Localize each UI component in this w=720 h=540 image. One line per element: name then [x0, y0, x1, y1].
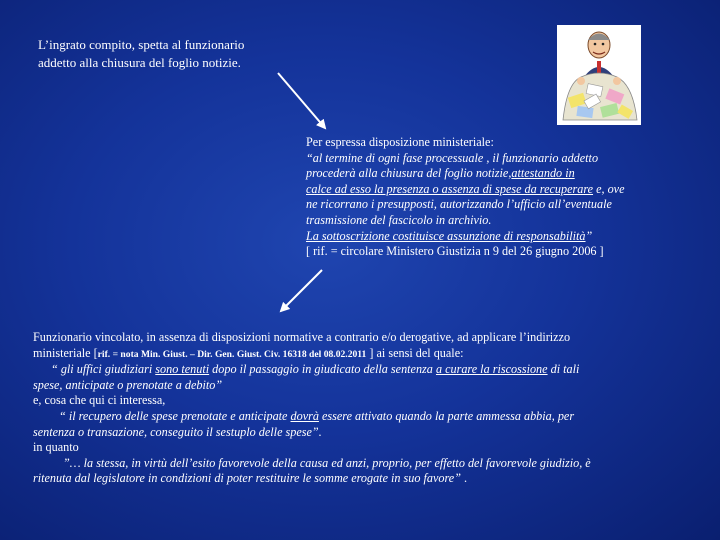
bottom-line-4: spese, anticipate o prenotate a debito” — [33, 377, 223, 392]
quote-line-3: calce ad esso la presenza o assenza di spese da recuperare e, ove — [306, 181, 625, 196]
quote-line-2: procederà alla chiusura del foglio notizie,attestando in — [306, 166, 575, 181]
ministerial-disposition — [306, 135, 696, 260]
quote-line-4: ne ricorrano i presupposti, autorizzando l’ufficio all’eventuale — [306, 197, 612, 212]
note-reference: rif. = nota Min. Giust. – Dir. Gen. Giust. Civ. 16318 del 08.02.2011 — [97, 348, 367, 360]
quote-underlined-responsibility: La sottoscrizione costituisce assunzione di responsabilità — [306, 228, 586, 243]
bottom-line-5: e, cosa che qui ci interessa, — [33, 393, 166, 408]
bottom-line-7: sentenza o transazione, conseguito il sestuplo delle spese”. — [33, 424, 322, 439]
disposition-heading: Per espressa disposizione ministeriale: — [306, 135, 494, 149]
quote-line-1: “al termine di ogni fase processuale , il funzionario addetto — [306, 150, 599, 165]
intro-line-2: addetto alla chiusura del foglio notizie. — [38, 55, 241, 70]
quote-line-6: La sottoscrizione costituisce assunzione di responsabilità” — [306, 228, 593, 243]
bottom-line-8: in quanto — [33, 440, 79, 455]
intro-line-1: L’ingrato compito, spetta al funzionario — [38, 37, 245, 52]
quote-underlined-attesting: attestando in — [511, 166, 575, 181]
bottom-line-2: ministeriale [rif. = nota Min. Giust. – Dir. Gen. Giust. Civ. 16318 del 08.02.2011 ] ai sensi del quale: — [33, 345, 464, 360]
bottom-line-10: ritenuta dal legislatore in condizioni di poter restituire le somme erogate in suo favore” . — [33, 471, 468, 486]
bottom-line-6: “ il recupero delle spese prenotate e anticipate dovrà essere attivato quando la parte ammessa abbia, per — [59, 408, 575, 423]
quote-underlined-calce: calce ad esso la presenza o assenza di spese da recuperare — [306, 181, 594, 196]
intro-text — [38, 36, 288, 72]
bottom-line-3: “ gli uffici giudiziari sono tenuti dopo il passaggio in giudicato della sentenza a curare la riscossione di tali — [51, 362, 580, 377]
bottom-paragraph — [33, 330, 713, 487]
bottom-line-9: ”… la stessa, in virtù dell’esito favorevole della causa ed anzi, proprio, per effetto del favorevole giudizio, è — [63, 455, 591, 470]
clerk-with-paper-pile-icon — [557, 25, 641, 125]
disposition-reference: [ rif. = circolare Ministero Giustizia n 9 del 26 giugno 2006 ] — [306, 244, 604, 259]
arrow-disposition-to-bottom — [281, 270, 322, 311]
bottom-line-1: Funzionario vincolato, in assenza di disposizioni normative a contrario e/o derogative, ad applicare l’indirizzo — [33, 330, 571, 344]
quote-line-5: trasmissione del fascicolo in archivio. — [306, 212, 492, 227]
arrow-intro-to-disposition — [278, 73, 325, 128]
